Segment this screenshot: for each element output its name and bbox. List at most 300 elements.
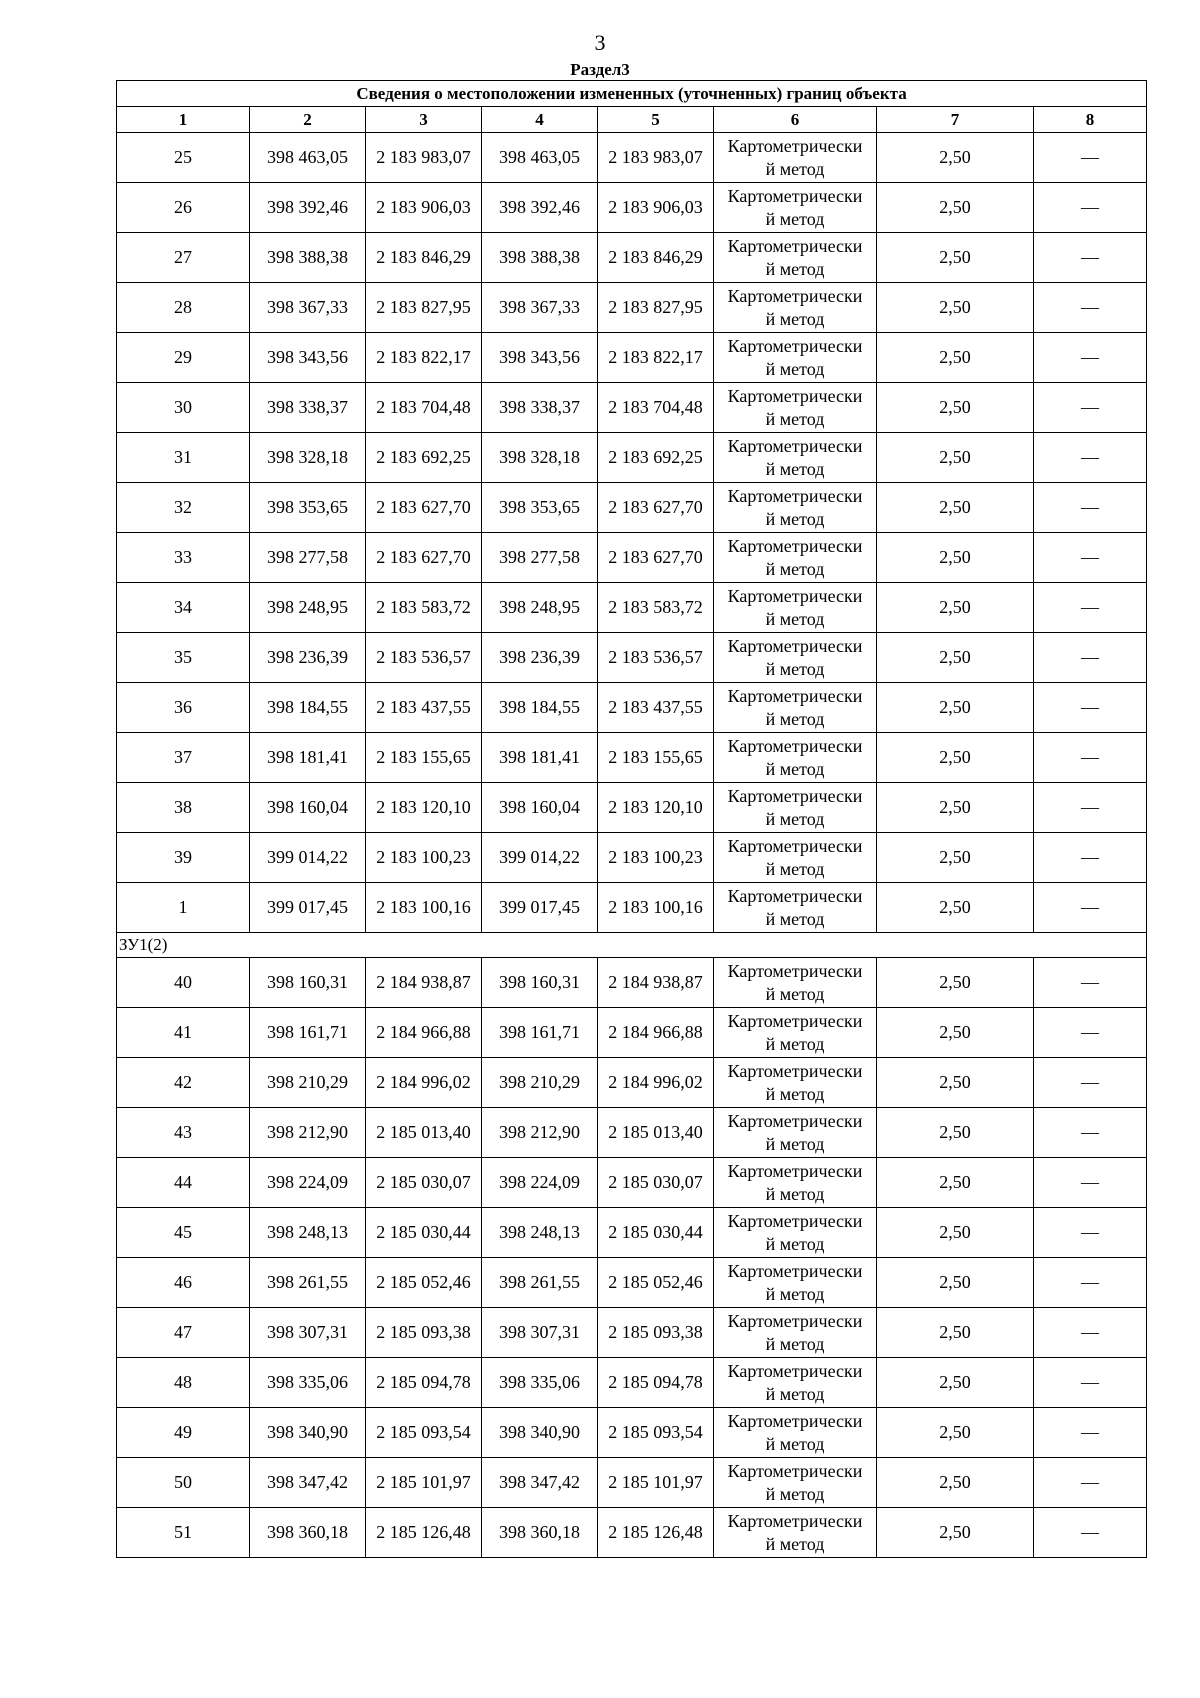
table-row (117, 1058, 1147, 1108)
accuracy-cell: 2,50 (877, 133, 1034, 183)
accuracy-cell: 2,50 (877, 183, 1034, 233)
table-row (117, 1008, 1147, 1058)
method-line: Картометрически (727, 885, 863, 906)
new-x-cell: 398 307,31 (482, 1308, 598, 1358)
point-number-cell: 27 (117, 233, 250, 283)
method-line: й метод (765, 458, 825, 479)
description-cell: — (1034, 1408, 1147, 1458)
method-line: Картометрически (727, 835, 863, 856)
method-line: й метод (765, 758, 825, 779)
new-y-cell: 2 183 827,95 (598, 283, 714, 333)
method-line: Картометрически (727, 785, 863, 806)
table-row (117, 283, 1147, 333)
new-y-cell: 2 183 983,07 (598, 133, 714, 183)
table-row (117, 433, 1147, 483)
method-cell (714, 433, 877, 483)
new-y-cell: 2 183 692,25 (598, 433, 714, 483)
new-y-cell: 2 183 100,16 (598, 883, 714, 933)
point-number-cell: 49 (117, 1408, 250, 1458)
point-number-cell: 38 (117, 783, 250, 833)
group-label: ЗУ1(2) (117, 933, 1147, 958)
description-cell: — (1034, 1208, 1147, 1258)
existing-y-cell: 2 183 536,57 (366, 633, 482, 683)
new-x-cell: 398 248,13 (482, 1208, 598, 1258)
existing-y-cell: 2 183 704,48 (366, 383, 482, 433)
table-row (117, 1208, 1147, 1258)
existing-y-cell: 2 184 966,88 (366, 1008, 482, 1058)
method-line: й метод (765, 908, 825, 929)
new-x-cell: 398 340,90 (482, 1408, 598, 1458)
point-number-cell: 26 (117, 183, 250, 233)
point-number-cell: 42 (117, 1058, 250, 1108)
description-cell: — (1034, 1058, 1147, 1108)
new-x-cell: 399 017,45 (482, 883, 598, 933)
new-y-cell: 2 183 155,65 (598, 733, 714, 783)
point-number-cell: 31 (117, 433, 250, 483)
existing-y-cell: 2 185 013,40 (366, 1108, 482, 1158)
existing-x-cell: 398 340,90 (250, 1408, 366, 1458)
accuracy-cell: 2,50 (877, 583, 1034, 633)
method-line: й метод (765, 1183, 825, 1204)
table-row (117, 133, 1147, 183)
point-number-cell: 50 (117, 1458, 250, 1508)
method-cell (714, 683, 877, 733)
description-cell: — (1034, 833, 1147, 883)
column-number: 4 (482, 107, 598, 133)
existing-x-cell: 399 014,22 (250, 833, 366, 883)
coordinates-table (116, 80, 1147, 1558)
existing-x-cell: 398 463,05 (250, 133, 366, 183)
method-line: й метод (765, 1433, 825, 1454)
existing-x-cell: 398 248,95 (250, 583, 366, 633)
new-y-cell: 2 183 437,55 (598, 683, 714, 733)
section-title: Раздел3 (570, 60, 630, 79)
method-cell (714, 733, 877, 783)
table-row (117, 1108, 1147, 1158)
method-line: Картометрически (727, 1460, 863, 1481)
accuracy-cell: 2,50 (877, 1208, 1034, 1258)
table-row (117, 1508, 1147, 1558)
method-line: Картометрически (727, 185, 863, 206)
accuracy-cell: 2,50 (877, 333, 1034, 383)
existing-x-cell: 398 328,18 (250, 433, 366, 483)
method-line: Картометрически (727, 485, 863, 506)
existing-x-cell: 398 277,58 (250, 533, 366, 583)
existing-x-cell: 398 347,42 (250, 1458, 366, 1508)
description-cell: — (1034, 1258, 1147, 1308)
method-line: й метод (765, 558, 825, 579)
existing-y-cell: 2 185 030,07 (366, 1158, 482, 1208)
existing-y-cell: 2 183 822,17 (366, 333, 482, 383)
method-line: Картометрически (727, 385, 863, 406)
accuracy-cell: 2,50 (877, 433, 1034, 483)
method-line: й метод (765, 208, 825, 229)
accuracy-cell: 2,50 (877, 1308, 1034, 1358)
new-x-cell: 398 160,04 (482, 783, 598, 833)
method-cell (714, 283, 877, 333)
point-number-cell: 36 (117, 683, 250, 733)
point-number-cell: 48 (117, 1358, 250, 1408)
new-y-cell: 2 185 013,40 (598, 1108, 714, 1158)
group-row (117, 933, 1147, 958)
method-cell (714, 183, 877, 233)
method-cell (714, 833, 877, 883)
description-cell: — (1034, 1108, 1147, 1158)
column-number: 2 (250, 107, 366, 133)
point-number-cell: 33 (117, 533, 250, 583)
table-row (117, 183, 1147, 233)
table-row (117, 1408, 1147, 1458)
description-cell: — (1034, 583, 1147, 633)
method-line: й метод (765, 1533, 825, 1554)
method-cell (714, 783, 877, 833)
point-number-cell: 44 (117, 1158, 250, 1208)
method-cell (714, 1108, 877, 1158)
accuracy-cell: 2,50 (877, 483, 1034, 533)
method-line: й метод (765, 1483, 825, 1504)
method-line: й метод (765, 808, 825, 829)
method-cell (714, 883, 877, 933)
method-line: й метод (765, 858, 825, 879)
new-y-cell: 2 184 938,87 (598, 958, 714, 1008)
new-x-cell: 398 388,38 (482, 233, 598, 283)
new-y-cell: 2 185 126,48 (598, 1508, 714, 1558)
existing-x-cell: 398 181,41 (250, 733, 366, 783)
description-cell: — (1034, 283, 1147, 333)
accuracy-cell: 2,50 (877, 783, 1034, 833)
existing-y-cell: 2 183 827,95 (366, 283, 482, 333)
existing-x-cell: 398 161,71 (250, 1008, 366, 1058)
method-cell (714, 1208, 877, 1258)
description-cell: — (1034, 883, 1147, 933)
method-line: й метод (765, 308, 825, 329)
point-number-cell: 1 (117, 883, 250, 933)
method-cell (714, 1508, 877, 1558)
new-y-cell: 2 183 100,23 (598, 833, 714, 883)
accuracy-cell: 2,50 (877, 733, 1034, 783)
method-line: Картометрически (727, 335, 863, 356)
method-cell (714, 583, 877, 633)
new-x-cell: 398 338,37 (482, 383, 598, 433)
method-line: Картометрически (727, 1510, 863, 1531)
description-cell: — (1034, 433, 1147, 483)
existing-y-cell: 2 185 094,78 (366, 1358, 482, 1408)
description-cell: — (1034, 1308, 1147, 1358)
method-line: Картометрически (727, 1260, 863, 1281)
table-row (117, 1358, 1147, 1408)
table-row (117, 1458, 1147, 1508)
existing-x-cell: 398 210,29 (250, 1058, 366, 1108)
new-y-cell: 2 185 093,38 (598, 1308, 714, 1358)
new-y-cell: 2 183 704,48 (598, 383, 714, 433)
method-cell (714, 1058, 877, 1108)
existing-x-cell: 398 160,31 (250, 958, 366, 1008)
accuracy-cell: 2,50 (877, 1008, 1034, 1058)
new-y-cell: 2 183 627,70 (598, 483, 714, 533)
existing-x-cell: 398 184,55 (250, 683, 366, 733)
column-number: 6 (714, 107, 877, 133)
method-line: Картометрически (727, 435, 863, 456)
method-line: й метод (765, 158, 825, 179)
method-cell (714, 133, 877, 183)
point-number-cell: 40 (117, 958, 250, 1008)
new-x-cell: 399 014,22 (482, 833, 598, 883)
new-x-cell: 398 224,09 (482, 1158, 598, 1208)
existing-y-cell: 2 183 583,72 (366, 583, 482, 633)
existing-x-cell: 398 261,55 (250, 1258, 366, 1308)
new-x-cell: 398 261,55 (482, 1258, 598, 1308)
description-cell: — (1034, 1008, 1147, 1058)
existing-x-cell: 398 392,46 (250, 183, 366, 233)
description-cell: — (1034, 1458, 1147, 1508)
description-cell: — (1034, 383, 1147, 433)
point-number-cell: 45 (117, 1208, 250, 1258)
existing-x-cell: 398 360,18 (250, 1508, 366, 1558)
new-y-cell: 2 183 120,10 (598, 783, 714, 833)
table-row (117, 583, 1147, 633)
accuracy-cell: 2,50 (877, 1258, 1034, 1308)
existing-y-cell: 2 184 996,02 (366, 1058, 482, 1108)
description-cell: — (1034, 958, 1147, 1008)
existing-y-cell: 2 183 983,07 (366, 133, 482, 183)
method-cell (714, 1308, 877, 1358)
new-y-cell: 2 183 536,57 (598, 633, 714, 683)
existing-y-cell: 2 183 120,10 (366, 783, 482, 833)
point-number-cell: 35 (117, 633, 250, 683)
point-number-cell: 29 (117, 333, 250, 383)
new-x-cell: 398 353,65 (482, 483, 598, 533)
method-cell (714, 1158, 877, 1208)
point-number-cell: 30 (117, 383, 250, 433)
point-number-cell: 51 (117, 1508, 250, 1558)
accuracy-cell: 2,50 (877, 833, 1034, 883)
existing-y-cell: 2 185 126,48 (366, 1508, 482, 1558)
table-row (117, 333, 1147, 383)
method-line: й метод (765, 658, 825, 679)
description-cell: — (1034, 1508, 1147, 1558)
accuracy-cell: 2,50 (877, 1508, 1034, 1558)
column-number: 5 (598, 107, 714, 133)
method-line: Картометрически (727, 1410, 863, 1431)
existing-y-cell: 2 183 846,29 (366, 233, 482, 283)
method-cell (714, 1458, 877, 1508)
existing-x-cell: 398 353,65 (250, 483, 366, 533)
method-line: Картометрически (727, 135, 863, 156)
table-row (117, 1258, 1147, 1308)
existing-x-cell: 398 160,04 (250, 783, 366, 833)
point-number-cell: 32 (117, 483, 250, 533)
new-x-cell: 398 184,55 (482, 683, 598, 733)
accuracy-cell: 2,50 (877, 383, 1034, 433)
column-number: 7 (877, 107, 1034, 133)
column-number: 8 (1034, 107, 1147, 133)
description-cell: — (1034, 183, 1147, 233)
method-line: Картометрически (727, 585, 863, 606)
existing-y-cell: 2 183 627,70 (366, 483, 482, 533)
description-cell: — (1034, 633, 1147, 683)
point-number-cell: 34 (117, 583, 250, 633)
accuracy-cell: 2,50 (877, 883, 1034, 933)
method-cell (714, 1358, 877, 1408)
existing-x-cell: 398 236,39 (250, 633, 366, 683)
accuracy-cell: 2,50 (877, 1158, 1034, 1208)
point-number-cell: 25 (117, 133, 250, 183)
page-number: 3 (594, 30, 606, 55)
new-y-cell: 2 183 627,70 (598, 533, 714, 583)
description-cell: — (1034, 733, 1147, 783)
method-line: й метод (765, 983, 825, 1004)
accuracy-cell: 2,50 (877, 633, 1034, 683)
table-row (117, 683, 1147, 733)
new-y-cell: 2 185 094,78 (598, 1358, 714, 1408)
method-line: Картометрически (727, 1210, 863, 1231)
method-cell (714, 1008, 877, 1058)
existing-y-cell: 2 185 101,97 (366, 1458, 482, 1508)
existing-x-cell: 398 343,56 (250, 333, 366, 383)
method-line: й метод (765, 1383, 825, 1404)
table-caption: Сведения о местоположении измененных (уточненных) границ объекта (117, 81, 1147, 107)
existing-x-cell: 398 224,09 (250, 1158, 366, 1208)
existing-x-cell: 398 338,37 (250, 383, 366, 433)
new-x-cell: 398 160,31 (482, 958, 598, 1008)
description-cell: — (1034, 1358, 1147, 1408)
method-line: й метод (765, 258, 825, 279)
table-row (117, 733, 1147, 783)
description-cell: — (1034, 533, 1147, 583)
accuracy-cell: 2,50 (877, 233, 1034, 283)
method-line: й метод (765, 408, 825, 429)
method-line: й метод (765, 708, 825, 729)
accuracy-cell: 2,50 (877, 958, 1034, 1008)
accuracy-cell: 2,50 (877, 1108, 1034, 1158)
table-row (117, 958, 1147, 1008)
table-row (117, 833, 1147, 883)
existing-y-cell: 2 185 030,44 (366, 1208, 482, 1258)
point-number-cell: 37 (117, 733, 250, 783)
new-y-cell: 2 183 822,17 (598, 333, 714, 383)
table-row (117, 883, 1147, 933)
method-line: й метод (765, 608, 825, 629)
accuracy-cell: 2,50 (877, 1358, 1034, 1408)
new-y-cell: 2 184 966,88 (598, 1008, 714, 1058)
new-x-cell: 398 367,33 (482, 283, 598, 333)
existing-y-cell: 2 185 093,38 (366, 1308, 482, 1358)
point-number-cell: 28 (117, 283, 250, 333)
method-line: Картометрически (727, 735, 863, 756)
existing-y-cell: 2 183 692,25 (366, 433, 482, 483)
method-cell (714, 1258, 877, 1308)
method-line: й метод (765, 1233, 825, 1254)
new-x-cell: 398 328,18 (482, 433, 598, 483)
table-row (117, 533, 1147, 583)
description-cell: — (1034, 783, 1147, 833)
table-row (117, 1158, 1147, 1208)
method-line: Картометрически (727, 635, 863, 656)
method-line: Картометрически (727, 1160, 863, 1181)
point-number-cell: 43 (117, 1108, 250, 1158)
new-x-cell: 398 347,42 (482, 1458, 598, 1508)
column-number-row (117, 107, 1147, 133)
table-row (117, 383, 1147, 433)
existing-x-cell: 398 335,06 (250, 1358, 366, 1408)
method-line: й метод (765, 1033, 825, 1054)
table-row (117, 633, 1147, 683)
method-line: й метод (765, 1283, 825, 1304)
method-cell (714, 383, 877, 433)
existing-x-cell: 398 307,31 (250, 1308, 366, 1358)
new-x-cell: 398 343,56 (482, 333, 598, 383)
accuracy-cell: 2,50 (877, 1458, 1034, 1508)
method-line: й метод (765, 508, 825, 529)
method-line: Картометрически (727, 1060, 863, 1081)
existing-y-cell: 2 185 052,46 (366, 1258, 482, 1308)
existing-y-cell: 2 183 437,55 (366, 683, 482, 733)
new-y-cell: 2 185 101,97 (598, 1458, 714, 1508)
method-cell (714, 333, 877, 383)
new-y-cell: 2 183 906,03 (598, 183, 714, 233)
new-x-cell: 398 212,90 (482, 1108, 598, 1158)
description-cell: — (1034, 233, 1147, 283)
accuracy-cell: 2,50 (877, 1408, 1034, 1458)
existing-x-cell: 398 212,90 (250, 1108, 366, 1158)
method-line: Картометрически (727, 1010, 863, 1031)
new-y-cell: 2 185 052,46 (598, 1258, 714, 1308)
description-cell: — (1034, 683, 1147, 733)
table-row (117, 1308, 1147, 1358)
new-x-cell: 398 210,29 (482, 1058, 598, 1108)
existing-y-cell: 2 183 100,16 (366, 883, 482, 933)
existing-y-cell: 2 183 100,23 (366, 833, 482, 883)
method-cell (714, 1408, 877, 1458)
new-x-cell: 398 335,06 (482, 1358, 598, 1408)
new-y-cell: 2 185 030,44 (598, 1208, 714, 1258)
accuracy-cell: 2,50 (877, 1058, 1034, 1108)
accuracy-cell: 2,50 (877, 283, 1034, 333)
method-line: й метод (765, 1133, 825, 1154)
method-line: Картометрически (727, 285, 863, 306)
description-cell: — (1034, 133, 1147, 183)
method-line: й метод (765, 1333, 825, 1354)
method-line: Картометрически (727, 1360, 863, 1381)
method-line: Картометрически (727, 535, 863, 556)
point-number-cell: 39 (117, 833, 250, 883)
column-number: 3 (366, 107, 482, 133)
method-line: й метод (765, 358, 825, 379)
method-line: Картометрически (727, 1310, 863, 1331)
method-line: Картометрически (727, 960, 863, 981)
existing-y-cell: 2 185 093,54 (366, 1408, 482, 1458)
existing-x-cell: 398 248,13 (250, 1208, 366, 1258)
table-body (117, 81, 1147, 1558)
existing-x-cell: 399 017,45 (250, 883, 366, 933)
method-cell (714, 533, 877, 583)
new-x-cell: 398 248,95 (482, 583, 598, 633)
description-cell: — (1034, 483, 1147, 533)
accuracy-cell: 2,50 (877, 533, 1034, 583)
description-cell: — (1034, 1158, 1147, 1208)
new-x-cell: 398 277,58 (482, 533, 598, 583)
new-x-cell: 398 181,41 (482, 733, 598, 783)
existing-x-cell: 398 388,38 (250, 233, 366, 283)
new-x-cell: 398 236,39 (482, 633, 598, 683)
point-number-cell: 46 (117, 1258, 250, 1308)
existing-x-cell: 398 367,33 (250, 283, 366, 333)
new-x-cell: 398 463,05 (482, 133, 598, 183)
existing-y-cell: 2 183 906,03 (366, 183, 482, 233)
method-line: Картометрически (727, 685, 863, 706)
method-cell (714, 483, 877, 533)
method-cell (714, 633, 877, 683)
